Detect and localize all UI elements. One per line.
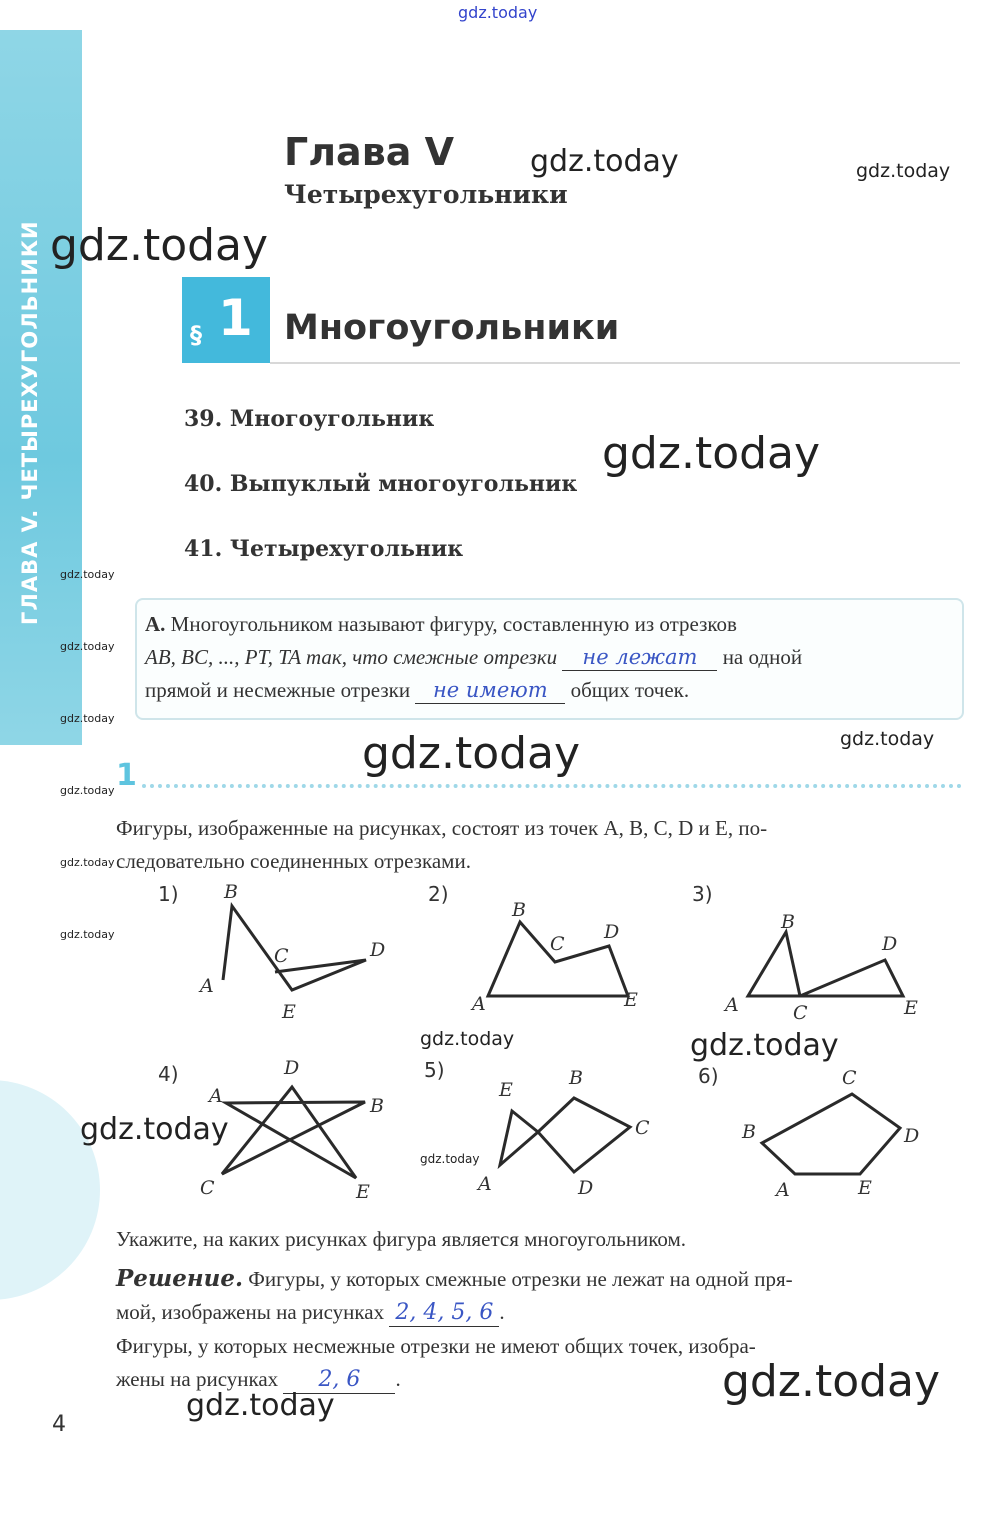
fig4-label-C: C [200,1177,215,1199]
watermark-10: gdz.today [420,1152,480,1166]
watermark-7: gdz.today [420,1028,515,1050]
figure-3-label: 3) [692,882,713,906]
chapter-subtitle: Четырехугольники [284,180,568,209]
definition-text-2a: AB, BC, ..., PT, TA так, что смежные отрезки [145,645,558,669]
figure-6-shape [762,1094,900,1174]
definition-letter: А. [145,612,166,636]
solution-text-4: жены на рисунках [116,1367,279,1391]
figure-5-label: 5) [424,1058,445,1082]
fig6-label-D: D [904,1125,920,1147]
fig5-label-A: A [478,1173,492,1195]
watermark-12: gdz.today [186,1388,335,1423]
figure-4-shape [222,1087,365,1178]
fig6-label-B: B [742,1121,756,1143]
solution-answer-2: 2, 6 [283,1367,395,1394]
figure-3-shape-b [800,960,903,996]
definition-answer-2: не имеют [415,677,565,704]
watermark-small-5: gdz.today [60,856,115,869]
watermark-1: gdz.today [530,144,679,179]
fig3-label-C: C [793,1002,808,1024]
watermark-small-1: gdz.today [60,568,115,581]
watermark-4: gdz.today [602,428,821,479]
definition-answer-1: не лежат [562,644,717,671]
fig4-label-E: E [356,1181,370,1203]
item-40: 40. Выпуклый многоугольник [184,471,578,497]
watermark-small-2: gdz.today [60,640,115,653]
fig2-label-C: C [550,933,565,955]
section-number: 1 [218,289,253,347]
fig1-label-A: A [200,975,214,997]
watermark-small-6: gdz.today [60,928,115,941]
item-39: 39. Многоугольник [184,406,435,432]
watermark-2: gdz.today [856,160,951,182]
fig6-label-E: E [858,1177,872,1199]
solution-text-1: Фигуры, у которых смежные отрезки не лежат на одной пря- [248,1267,793,1291]
fig5-label-C: C [635,1117,650,1139]
watermark-9: gdz.today [80,1112,229,1147]
fig4-label-A: A [209,1085,223,1107]
fig2-label-D: D [604,921,620,943]
chapter-title: Глава V [284,130,455,174]
definition-text-3b: общих точек. [570,678,690,702]
fig1-label-B: B [224,881,238,903]
definition-text-1: Многоугольником называют фигуру, составленную из отрезков [170,612,737,636]
exercise-question: Укажите, на каких рисунках фигура является многоугольником. [116,1227,687,1251]
fig1-label-D: D [370,939,386,961]
figure-1-shape [223,906,366,990]
fig3-label-E: E [904,997,918,1019]
solution-line-2 [116,1296,505,1329]
watermark-top: gdz.today [458,3,538,22]
section-symbol: § [190,321,202,349]
watermark-6: gdz.today [840,728,935,750]
side-tab-text: ГЛАВА V. ЧЕТЫРЕХУГОЛЬНИКИ [18,220,42,625]
fig5-label-D: D [578,1177,594,1199]
definition-text-2b: на одной [722,645,803,669]
fig2-label-A: A [472,993,486,1015]
fig4-label-D: D [284,1057,300,1079]
figure-2-label: 2) [428,882,449,906]
figure-5-shape-b [538,1098,630,1172]
fig2-label-B: B [512,899,526,921]
exercise-number: 1 [116,758,137,793]
section-title: Многоугольники [284,308,620,348]
fig3-label-A: A [725,994,739,1016]
fig2-label-E: E [624,989,638,1011]
fig1-label-C: C [274,945,289,967]
solution-line-1 [116,1262,793,1296]
solution-label: Решение. [116,1265,244,1292]
fig5-label-E: E [499,1079,513,1101]
figure-1-label: 1) [158,882,179,906]
solution-answer-1: 2, 4, 5, 6 [389,1300,499,1327]
watermark-11: gdz.today [722,1356,941,1407]
exercise-intro-2: следовательно соединенных отрезками. [116,849,471,873]
item-41: 41. Четырехугольник [184,536,464,562]
figure-3-shape-a [748,932,800,996]
exercise-intro-1: Фигуры, изображенные на рисунках, состоят из точек A, B, C, D и E, по- [116,816,768,840]
fig6-label-A: A [776,1179,790,1201]
fig3-label-B: B [781,911,795,933]
solution-line-3: Фигуры, у которых несмежные отрезки не имеют общих точек, изобра- [116,1334,756,1358]
fig3-label-D: D [882,933,898,955]
page-number: 4 [52,1412,66,1437]
watermark-small-3: gdz.today [60,712,115,725]
definition-text-3a: прямой и несмежные отрезки [145,678,411,702]
watermark-3: gdz.today [50,220,269,271]
watermark-5: gdz.today [362,728,581,779]
figure-5-shape [500,1111,538,1165]
watermark-small-4: gdz.today [60,784,115,797]
watermark-8: gdz.today [690,1028,839,1063]
figure-6-label: 6) [698,1064,719,1088]
fig6-label-C: C [842,1067,857,1089]
solution-text-2: мой, изображены на рисунках [116,1300,385,1324]
fig5-label-B: B [569,1067,583,1089]
fig1-label-E: E [282,1001,296,1023]
solution-text-2-end: . [499,1300,505,1324]
fig4-label-B: B [370,1095,384,1117]
figure-4-label: 4) [158,1062,179,1086]
solution-text-4-end: . [395,1367,401,1391]
